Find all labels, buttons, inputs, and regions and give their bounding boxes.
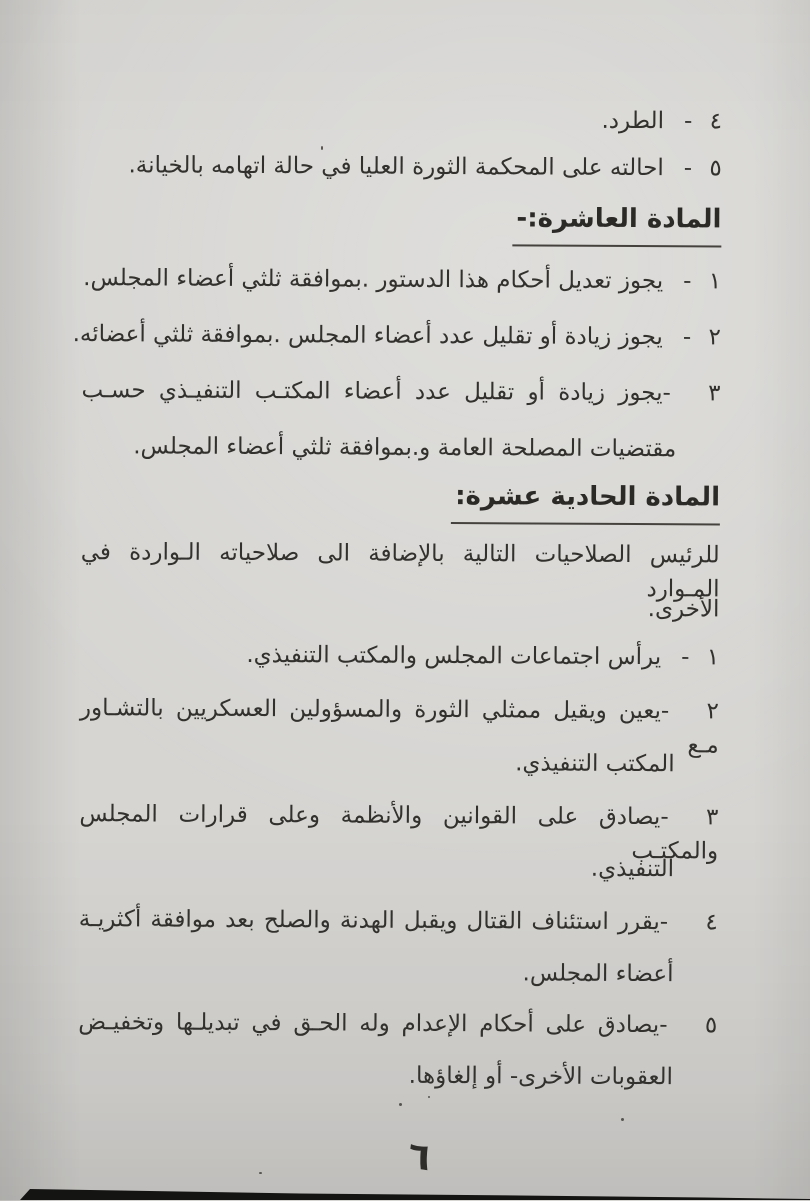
paper-speck bbox=[321, 146, 323, 150]
item-text: يجوز زيادة أو تقليل عدد أعضاء المكتـب التنفيـذي حسـب bbox=[81, 377, 663, 407]
item-number: ٢ - bbox=[660, 698, 719, 725]
item-text: مقتضيات المصلحة العامة و.بموافقة ثلثي أعضاء المجلس. bbox=[133, 433, 677, 463]
list-item-4 bbox=[83, 101, 722, 138]
item-text: العقوبات الأخرى- أو إلغاؤها. bbox=[408, 1062, 674, 1091]
paragraph-text: الأخرى. bbox=[647, 596, 720, 623]
item-number: ٣ - bbox=[660, 804, 719, 831]
article-11-item-3-continuation bbox=[79, 849, 674, 886]
document-text-block bbox=[72, 0, 723, 1201]
article-11-intro-line-2 bbox=[80, 589, 719, 626]
item-text: يجوز زيادة أو تقليل عدد أعضاء المجلس .بموافقة ثلثي أعضائه. bbox=[72, 321, 663, 351]
article-11-item-2-continuation bbox=[80, 744, 675, 781]
article-11-item-5 bbox=[78, 1005, 717, 1042]
item-text: يقرر استئناف القتال ويقبل الهدنة والصلح بعد موافقة أكثريـة bbox=[78, 906, 660, 936]
page-number: ٦ bbox=[405, 1133, 434, 1180]
list-item-5 bbox=[83, 148, 722, 185]
item-number: ٣ - bbox=[662, 380, 721, 407]
paper-speck bbox=[259, 1172, 262, 1174]
item-text: يصادق على القوانين والأنظمة وعلى قرارات المجلس والمكتـب bbox=[79, 801, 719, 865]
item-number: ٥ - bbox=[683, 155, 722, 182]
paragraph-text: للرئيس الصلاحيات التالية بالإضافة الى صلاحياته الـواردة في المـوارد bbox=[80, 539, 720, 603]
item-number: ١ - bbox=[683, 268, 722, 295]
item-text: المكتب التنفيذي. bbox=[515, 750, 675, 778]
item-text: يرأس اجتماعات المجلس والمكتب التنفيذي. bbox=[246, 641, 662, 671]
article-11-heading bbox=[81, 477, 720, 525]
article-11-item-4 bbox=[79, 902, 718, 939]
item-text: الطرد. bbox=[601, 107, 665, 135]
item-number: ٤ - bbox=[683, 108, 723, 135]
article-10-item-3-continuation bbox=[81, 429, 676, 466]
article-11-item-1 bbox=[80, 637, 719, 674]
paper-speck bbox=[399, 1103, 402, 1106]
photo-edge-shadow bbox=[0, 1187, 810, 1200]
article-10-item-2 bbox=[72, 317, 721, 354]
item-number: ٤ - bbox=[659, 909, 718, 936]
item-text: التنفيذي. bbox=[590, 855, 675, 883]
paper-speck bbox=[428, 1096, 430, 1098]
item-text: يجوز تعديل أحكام هذا الدستور .بموافقة ثلثي أعضاء المجلس. bbox=[83, 265, 664, 295]
article-11-item-4-continuation bbox=[78, 954, 673, 991]
item-text: أعضاء المجلس. bbox=[522, 960, 674, 988]
article-10-item-1 bbox=[82, 261, 721, 298]
item-text: يصادق على أحكام الإعدام وله الحـق في تبديلـها وتخفيـض bbox=[78, 1009, 660, 1039]
item-text: يعين ويقيل ممثلي الثورة والمسؤولين العسكريين بالتشـاور مـع bbox=[79, 695, 719, 759]
item-text: احالته على المحكمة الثورة العليا في حالة اتهامه بالخيانة. bbox=[128, 152, 664, 182]
item-number: ٢ - bbox=[682, 324, 721, 351]
article-10-heading bbox=[82, 199, 721, 247]
article-10-heading-text: المادة العاشرة:- bbox=[512, 201, 721, 247]
article-10-item-3 bbox=[81, 373, 720, 410]
item-number: ١ - bbox=[681, 644, 720, 671]
paper-speck bbox=[621, 1118, 624, 1121]
item-number: ٥ - bbox=[659, 1012, 718, 1039]
article-11-heading-text: المادة الحادية عشرة: bbox=[451, 479, 720, 525]
article-11-item-5-continuation bbox=[78, 1057, 673, 1094]
